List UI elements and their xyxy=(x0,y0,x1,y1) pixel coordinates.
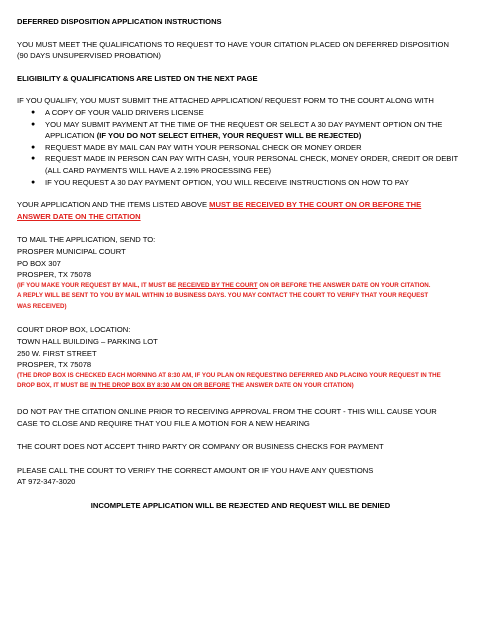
intro-line-1: YOU MUST MEET THE QUALIFICATIONS TO REQUEST TO HAVE YOUR CITATION PLACED ON DEFERRED DISPOSITION xyxy=(17,39,449,49)
online-warning-line-2: CASE TO CLOSE AND REQUIRE THAT YOU FILE A MOTION FOR A NEW HEARING xyxy=(17,418,310,428)
dropbox-note-line-1: (THE DROP BOX IS CHECKED EACH MORNING AT 8:30 AM, IF YOU PLAN ON REQUESTING DEFERRED AND PLACING YOUR REQUEST IN THE xyxy=(17,371,441,379)
received-deadline-cont: ANSWER DATE ON THE CITATION xyxy=(17,211,141,221)
online-warning xyxy=(17,406,464,429)
submit-line: IF YOU QUALIFY, YOU MUST SUBMIT THE ATTACHED APPLICATION/ REQUEST FORM TO THE COURT ALONG WITH xyxy=(17,96,434,106)
intro-line-2: (90 DAYS UNSUPERVISED PROBATION) xyxy=(17,51,161,61)
mail-city: PROSPER, TX 75078 xyxy=(17,270,92,280)
dropbox-block xyxy=(17,324,464,392)
dropbox-note-line-2: DROP BOX, IT MUST BE IN THE DROP BOX BY 8:30 AM ON OR BEFORE THE ANSWER DATE ON YOUR CITATION) xyxy=(17,382,354,390)
mail-name: PROSPER MUNICIPAL COURT xyxy=(17,246,126,256)
mail-address-block xyxy=(17,234,464,312)
intro-block xyxy=(17,39,464,62)
bullet-icon: ● xyxy=(31,120,36,128)
contact-phone: AT 972-347-3020 xyxy=(17,477,76,487)
received-notice: YOUR APPLICATION AND THE ITEMS LISTED ABOVE MUST BE RECEIVED BY THE COURT ON OR BEFORE THE ANSWER DATE ON THE CITATION xyxy=(17,199,464,222)
contact-line-1: PLEASE CALL THE COURT TO VERIFY THE CORRECT AMOUNT OR IF YOU HAVE ANY QUESTIONS xyxy=(17,465,374,475)
online-warning-line-1: DO NOT PAY THE CITATION ONLINE PRIOR TO RECEIVING APPROVAL FROM THE COURT - THIS WILL CAUSE YOUR xyxy=(17,407,437,417)
list-item: ● IF YOU REQUEST A 30 DAY PAYMENT OPTION, YOU WILL RECEIVE INSTRUCTIONS ON HOW TO PAY xyxy=(31,177,409,187)
received-deadline: MUST BE RECEIVED BY THE COURT ON OR BEFORE THE xyxy=(209,200,422,210)
bullet-icon: ● xyxy=(31,108,36,116)
footer-warning: INCOMPLETE APPLICATION WILL BE REJECTED AND REQUEST WILL BE DENIED xyxy=(90,501,391,510)
bullet-icon: ● xyxy=(31,155,36,163)
contact-block xyxy=(17,465,464,488)
dropbox-city: PROSPER, TX 75078 xyxy=(17,360,92,370)
third-party-notice: THE COURT DOES NOT ACCEPT THIRD PARTY OR COMPANY OR BUSINESS CHECKS FOR PAYMENT xyxy=(17,442,384,452)
dropbox-heading: COURT DROP BOX, LOCATION: xyxy=(17,325,131,335)
mail-note-line-3: WAS RECEIVED) xyxy=(17,302,67,310)
eligibility-heading: ELIGIBILITY & QUALIFICATIONS ARE LISTED ON THE NEXT PAGE xyxy=(17,73,258,83)
mail-heading: TO MAIL THE APPLICATION, SEND TO: xyxy=(17,235,156,245)
page-title: DEFERRED DISPOSITION APPLICATION INSTRUCTIONS xyxy=(17,17,222,26)
bullet-icon: ● xyxy=(31,178,36,186)
mail-note-line-2: A REPLY WILL BE SENT TO YOU BY MAIL WITHIN 10 BUSINESS DAYS. YOU MAY CONTACT THE COURT TO VERIFY THAT YOUR REQUEST xyxy=(17,292,429,300)
list-item: ● REQUEST MADE BY MAIL CAN PAY WITH YOUR PERSONAL CHECK OR MONEY ORDER xyxy=(31,142,362,152)
list-item: ● REQUEST MADE IN PERSON CAN PAY WITH CASH, YOUR PERSONAL CHECK, MONEY ORDER, CREDIT OR DEBIT (ALL CARD PAYMENTS WILL HAVE A 2.19% PROCESSING FEE) xyxy=(31,154,459,175)
list-item: ● A COPY OF YOUR VALID DRIVERS LICENSE xyxy=(31,107,204,117)
bullet-icon: ● xyxy=(31,143,36,151)
list-item: ● YOU MAY SUBMIT PAYMENT AT THE TIME OF THE REQUEST OR SELECT A 30 DAY PAYMENT OPTION ON THE APPLICATION (IF YOU DO NOT SELECT EITHER, YOUR REQUEST WILL BE REJECTED) xyxy=(31,119,443,141)
mail-note-line-1: (IF YOU MAKE YOUR REQUEST BY MAIL, IT MUST BE RECEIVED BY THE COURT ON OR BEFORE THE ANSWER DATE ON YOUR CITATION. xyxy=(17,281,431,289)
requirements-list xyxy=(17,107,464,188)
dropbox-street: 250 W. FIRST STREET xyxy=(17,348,97,358)
dropbox-building: TOWN HALL BUILDING – PARKING LOT xyxy=(17,337,158,347)
mail-box: PO BOX 307 xyxy=(17,258,61,268)
